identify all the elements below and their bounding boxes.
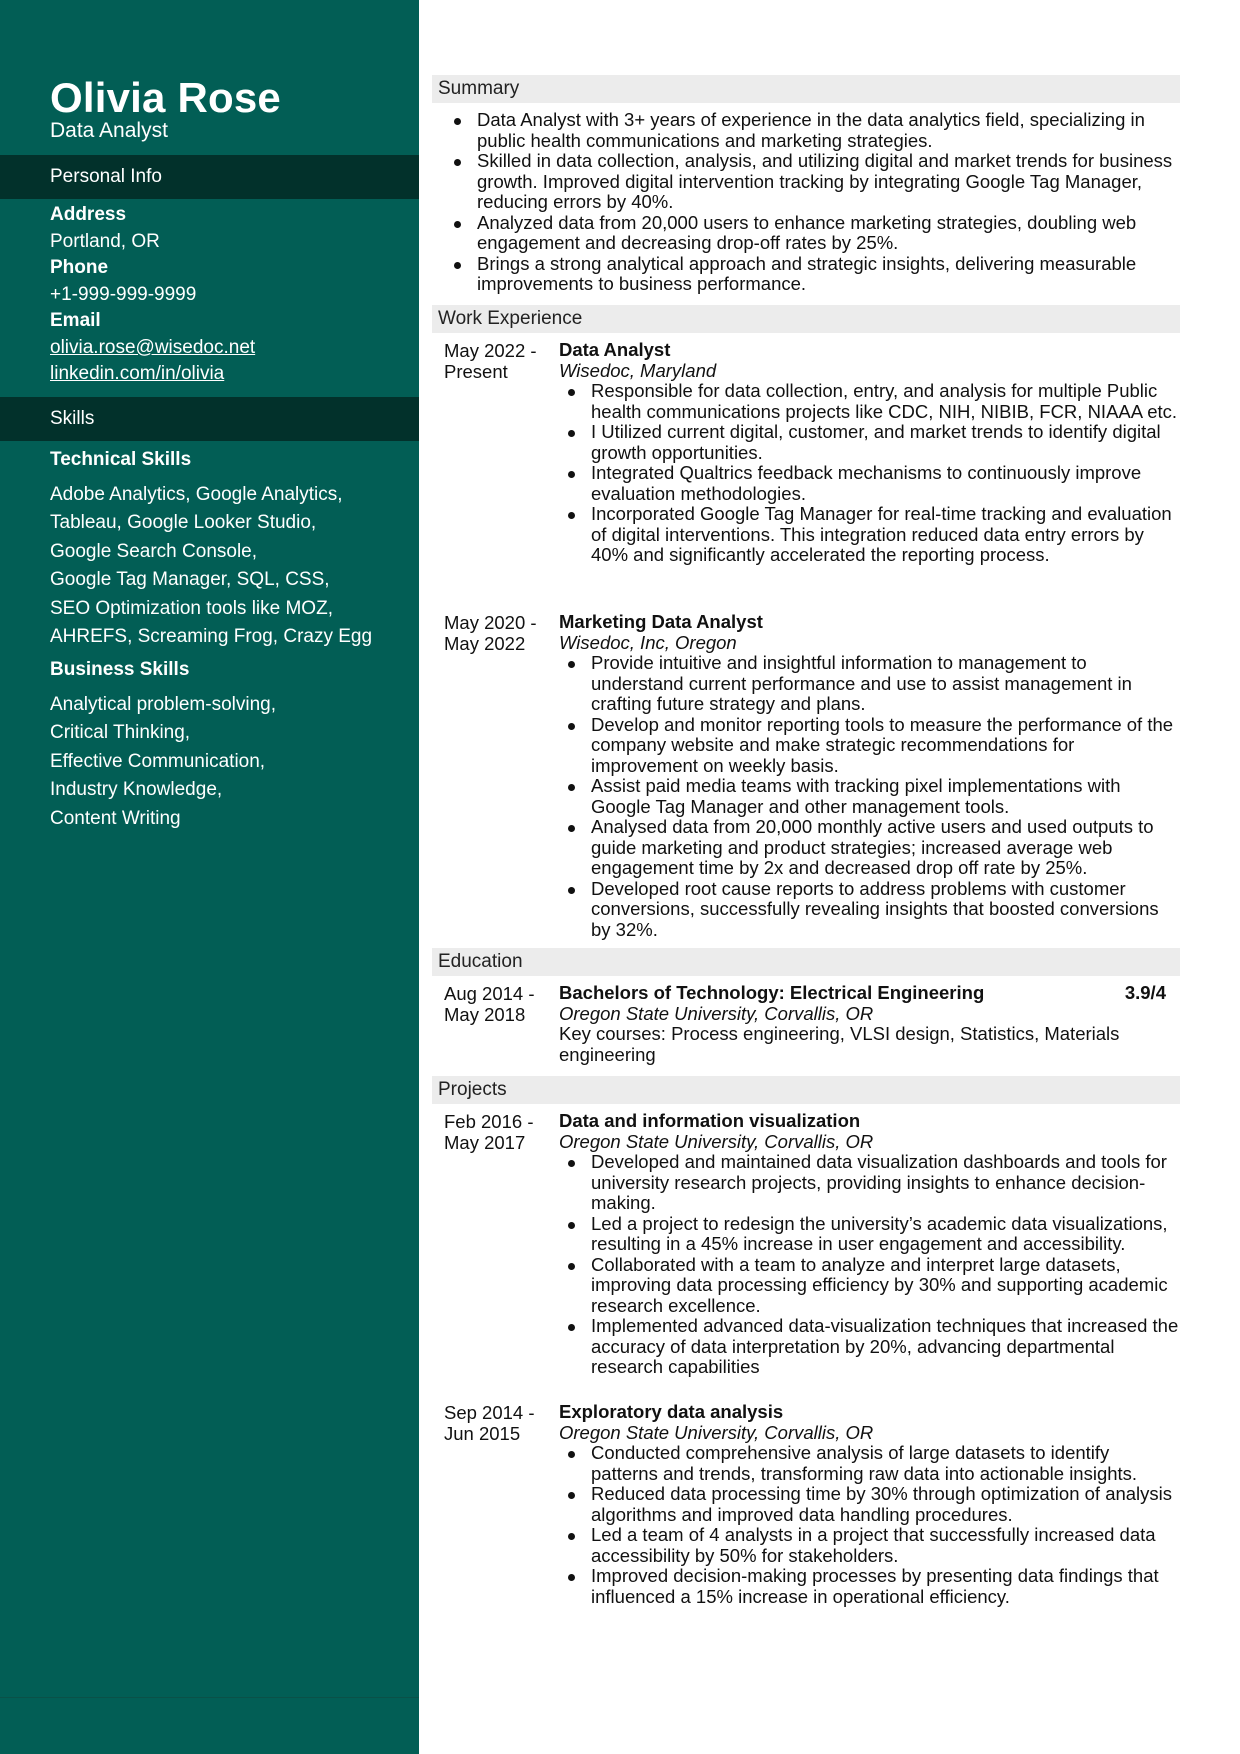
bullet-item: Conducted comprehensive analysis of large datasets to identify patterns and trends, transforming raw data into actionable insights. [559,1443,1180,1484]
date-end: May 2022 [444,633,526,654]
bullet-item: Developed and maintained data visualization dashboards and tools for university research projects, providing insights to enhance decision-making. [559,1152,1180,1214]
candidate-name: Olivia Rose [50,74,281,121]
job-bullets [559,653,1180,940]
bullet-item: Collaborated with a team to analyze and interpret large datasets, improving data processing efficiency by 30% and supporting academic research excellence. [559,1255,1180,1317]
projects-heading: Projects [432,1076,1180,1104]
summary-heading: Summary [432,75,1180,103]
job-title: Marketing Data Analyst [559,611,763,632]
project-body [559,1402,1180,1607]
project-org: Oregon State University, Corvallis, OR [559,1421,874,1443]
sidebar-divider [0,1697,419,1698]
business-skills-list [50,691,276,833]
job-org: Wisedoc, Maryland [559,359,717,381]
skill-line: Content Writing [50,807,181,829]
bullet-item: Reduced data processing time by 30% through optimization of analysis algorithms and improved data handling procedures. [559,1484,1180,1525]
degree-title: Bachelors of Technology: Electrical Engineering [559,982,985,1003]
job-title: Data Analyst [559,339,671,360]
address-label: Address [50,204,127,225]
date-start: Sep 2014 - [444,1402,535,1423]
date-start: Feb 2016 - [444,1111,534,1132]
date-start: Aug 2014 - [444,983,535,1004]
education-dates [444,983,554,1025]
email-label: Email [50,310,101,331]
project-dates [444,1111,554,1153]
date-end: May 2018 [444,1004,526,1025]
skill-line: Google Tag Manager, SQL, CSS, [50,569,330,591]
summary-list [445,110,1180,295]
project-title: Exploratory data analysis [559,1401,784,1422]
address-value: Portland, OR [50,231,160,252]
bullet-item: Responsible for data collection, entry, and analysis for multiple Public health communications projects like CDC, NIH, NIBIB, FCR, NIAAA etc. [559,381,1180,422]
work-experience-heading: Work Experience [432,305,1180,333]
email-link[interactable]: olivia.rose@wisedoc.net [50,337,256,358]
project-dates [444,1402,554,1444]
skill-line: Google Search Console, [50,540,258,562]
job-org: Wisedoc, Inc, Oregon [559,631,737,653]
key-courses: Key courses: Process engineering, VLSI design, Statistics, Materials engineering [559,1023,1120,1065]
job-dates [444,340,554,382]
job-dates [444,612,554,654]
bullet-item: Provide intuitive and insightful information to management to understand current performance and use to assist management in crafting future strategy and plans. [559,653,1180,715]
project-bullets [559,1443,1180,1607]
date-end: Jun 2015 [444,1423,521,1444]
bullet-item: Implemented advanced data-visualization techniques that increased the accuracy of data interpretation by 20%, advancing departmental research capabilities [559,1316,1180,1378]
skill-line: Adobe Analytics, Google Analytics, [50,484,343,505]
skill-line: Analytical problem-solving, [50,694,276,715]
summary-item: Brings a strong analytical approach and strategic insights, delivering measurable improvements to business performance. [445,254,1180,295]
bullet-item: Improved decision-making processes by presenting data findings that influenced a 15% increase in operational efficiency. [559,1566,1180,1607]
education-body [559,983,1180,1065]
date-start: May 2022 - [444,340,537,361]
skill-line: AHREFS, Screaming Frog, Crazy Egg [50,626,373,648]
date-end: May 2017 [444,1132,526,1153]
job-body [559,612,1180,940]
bullet-item: Develop and monitor reporting tools to measure the performance of the company website and make strategic recommendations for improvement on weekly basis. [559,715,1180,777]
job-bullets [559,381,1180,566]
sidebar [0,0,419,1754]
summary-item: Data Analyst with 3+ years of experience in the data analytics field, specializing in public health communications and marketing strategies. [445,110,1180,151]
bullet-item: Led a project to redesign the university’s academic data visualizations, resulting in a 45% increase in user engagement and accessibility. [559,1214,1180,1255]
bullet-item: Incorporated Google Tag Manager for real-time tracking and evaluation of digital interventions. This integration reduced data entry errors by 40% and significantly accelerated the reporting process. [559,504,1180,566]
technical-skills-label: Technical Skills [50,449,192,470]
project-bullets [559,1152,1180,1378]
school-name: Oregon State University, Corvallis, OR [559,1002,874,1024]
skills-heading: Skills [0,397,419,441]
skill-line: SEO Optimization tools like MOZ, [50,597,333,619]
project-title: Data and information visualization [559,1110,861,1131]
project-body [559,1111,1180,1378]
bullet-item: I Utilized current digital, customer, and market trends to identify digital growth opportunities. [559,422,1180,463]
date-start: May 2020 - [444,612,537,633]
summary-item: Analyzed data from 20,000 users to enhance marketing strategies, doubling web engagement and decreasing drop-off rates by 25%. [445,213,1180,254]
technical-skills-list [50,481,372,651]
bullet-item: Assist paid media teams with tracking pixel implementations with Google Tag Manager and other management tools. [559,776,1180,817]
linkedin-link[interactable]: linkedin.com/in/olivia [50,363,225,384]
phone-value: +1-999-999-9999 [50,284,197,305]
summary-item: Skilled in data collection, analysis, and utilizing digital and market trends for business growth. Improved digital intervention tracking by integrating Google Tag Manager, reducing errors by 40%. [445,151,1180,213]
bullet-item: Integrated Qualtrics feedback mechanisms to continuously improve evaluation methodologies. [559,463,1180,504]
date-end: Present [444,361,508,382]
gpa: 3.9/4 [1124,982,1166,1003]
job-body [559,340,1180,566]
project-org: Oregon State University, Corvallis, OR [559,1130,874,1152]
candidate-role: Data Analyst [50,119,168,142]
education-heading: Education [432,948,1180,976]
bullet-item: Analysed data from 20,000 monthly active users and used outputs to guide marketing and product strategies; increased average web engagement time by 2x and decreased drop off rate by 25%. [559,817,1180,879]
skill-line: Critical Thinking, [50,722,191,744]
bullet-item: Led a team of 4 analysts in a project that successfully increased data accessibility by 50% for stakeholders. [559,1525,1180,1566]
skill-line: Tableau, Google Looker Studio, [50,512,317,534]
personal-info-heading: Personal Info [0,155,419,199]
skill-line: Industry Knowledge, [50,779,223,801]
skill-line: Effective Communication, [50,750,266,772]
business-skills-label: Business Skills [50,659,190,680]
bullet-item: Developed root cause reports to address problems with customer conversions, successfully revealing insights that boosted conversions by 32%. [559,879,1180,941]
phone-label: Phone [50,257,109,278]
